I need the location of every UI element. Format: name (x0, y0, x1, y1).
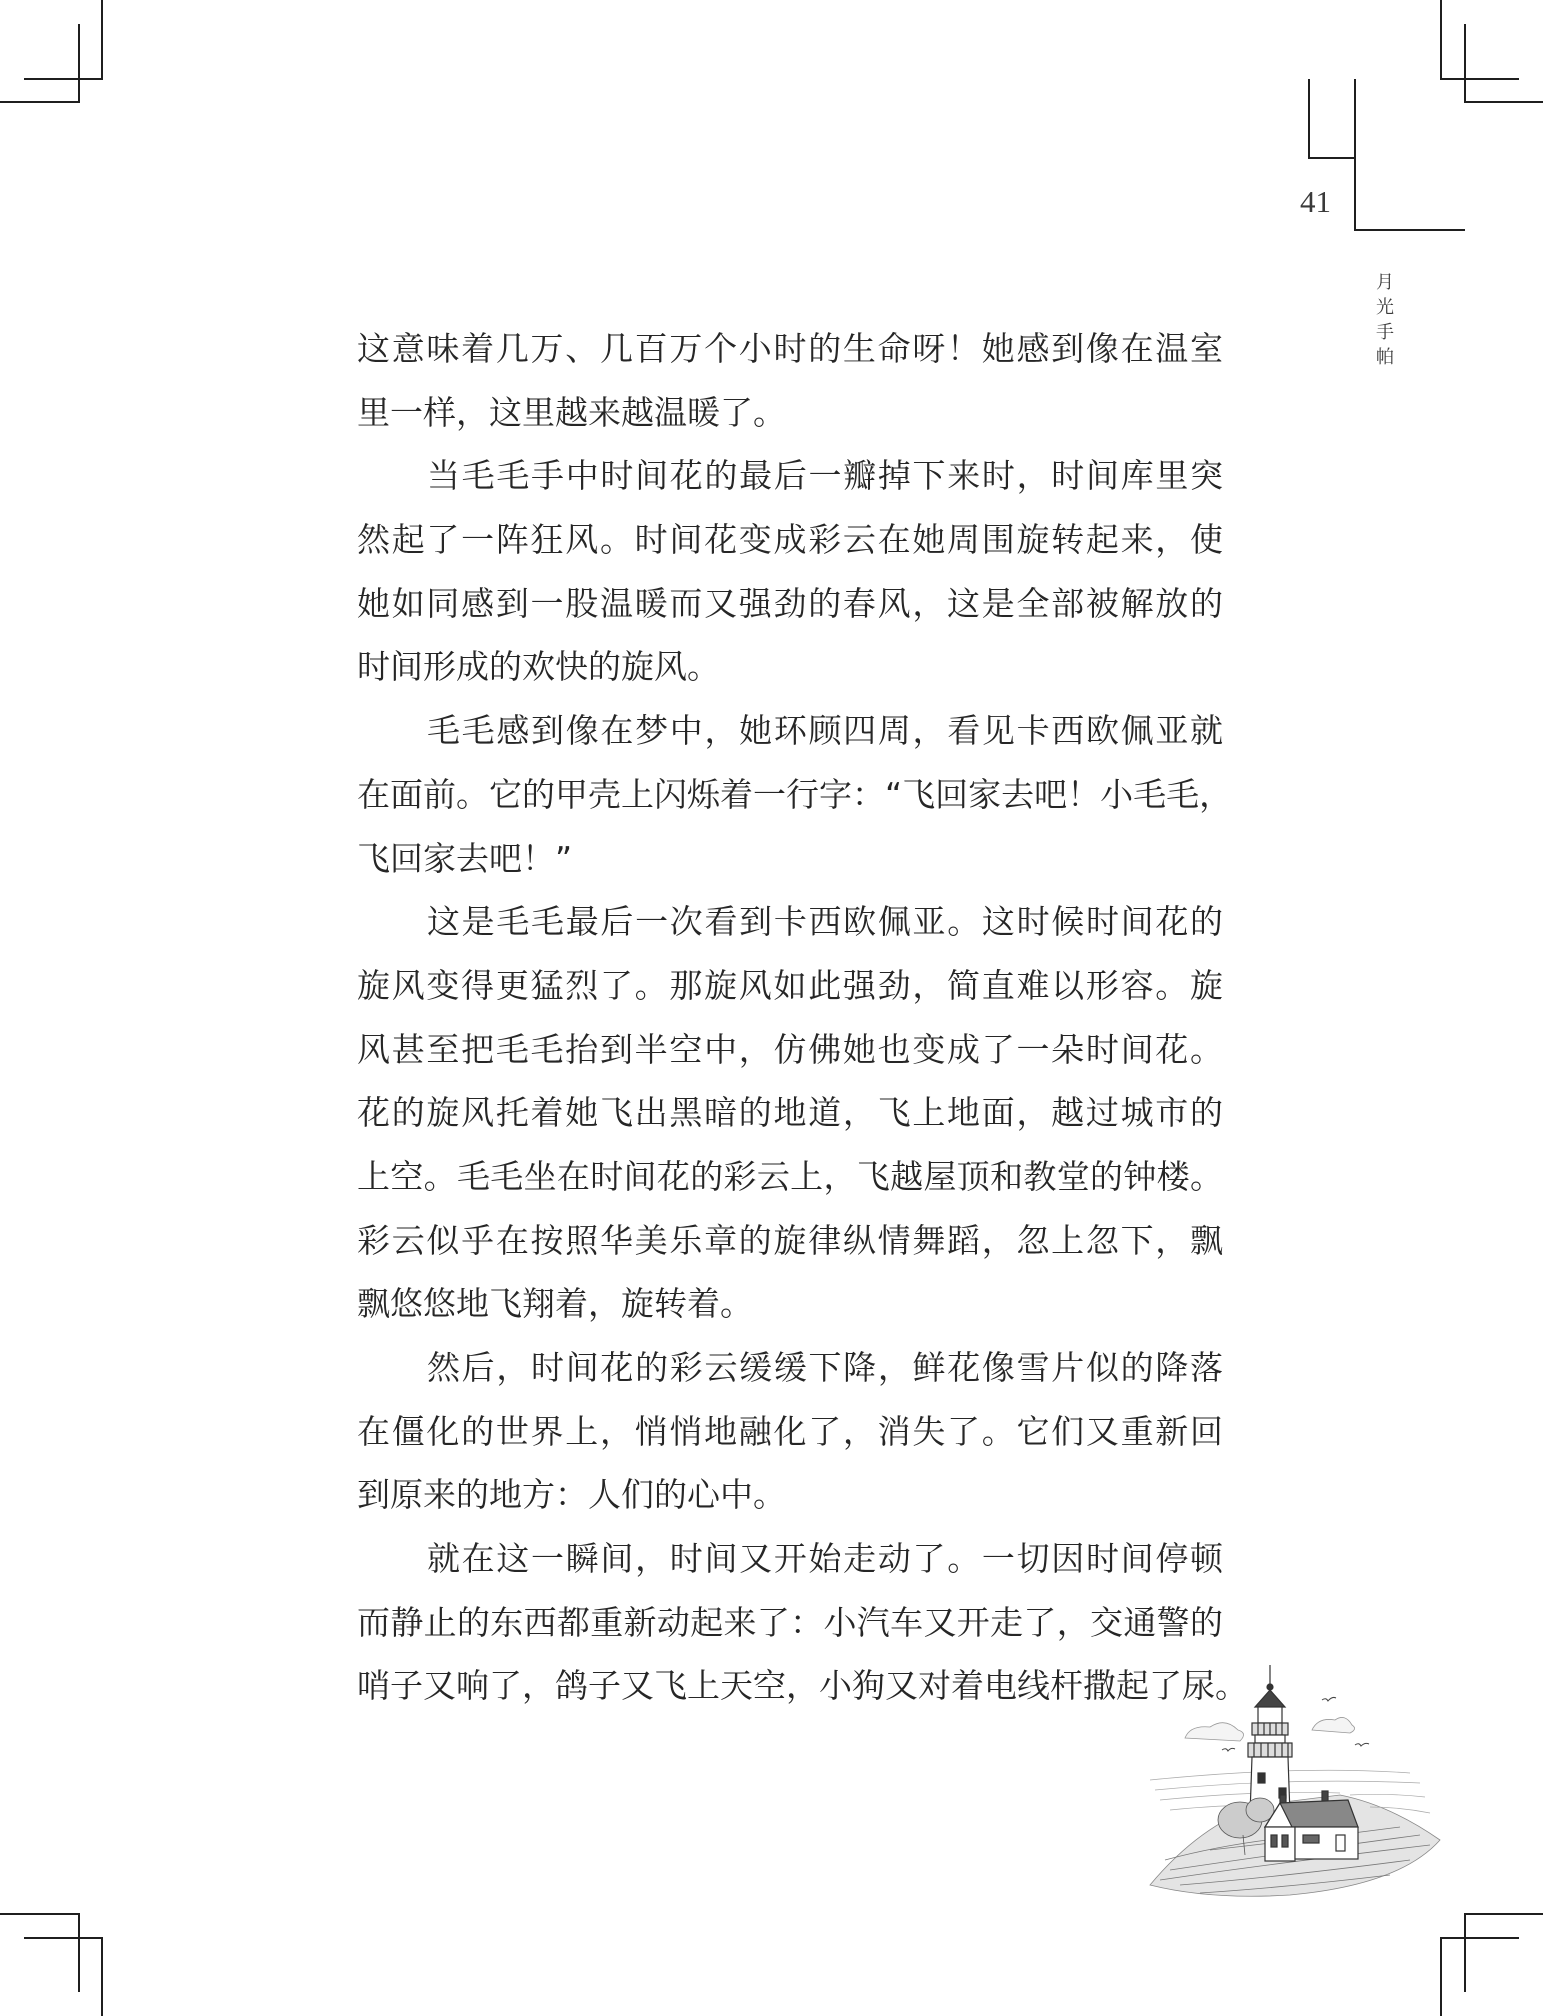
running-title-char: 月 (1376, 272, 1394, 293)
text-line: 风甚至把毛毛抬到半空中，仿佛她也变成了一朵时间花。 (357, 1029, 1223, 1069)
text-line: 这是毛毛最后一次看到卡西欧佩亚。这时候时间花的 (427, 902, 1223, 942)
crop-mark (78, 1913, 80, 1992)
running-title-char: 光 (1376, 297, 1394, 318)
crop-mark (0, 1913, 79, 1915)
text-line: 毛毛感到像在梦中，她环顾四周，看见卡西欧佩亚就 (427, 711, 1223, 751)
text-line: 她如同感到一股温暖而又强劲的春风，这是全部被解放的 (357, 583, 1223, 623)
text-line: 就在这一瞬间，时间又开始走动了。一切因时间停顿 (427, 1539, 1223, 1579)
page-number: 41 (1300, 184, 1331, 219)
text-line: 上空。毛毛坐在时间花的彩云上，飞越屋顶和教堂的钟楼。 (357, 1156, 1223, 1196)
text-line: 到原来的地方：人们的心中。 (357, 1475, 786, 1515)
text-line: 而静止的东西都重新动起来了：小汽车又开走了，交通警的 (357, 1602, 1223, 1642)
text-line: 飘悠悠地飞翔着，旋转着。 (357, 1284, 753, 1324)
crop-mark (1464, 101, 1543, 103)
running-title-char: 手 (1376, 322, 1394, 343)
page-number-bracket (1308, 79, 1310, 158)
text-line: 飞回家去吧！” (357, 838, 573, 878)
page-number-bracket (1354, 79, 1356, 230)
text-line: 然后，时间花的彩云缓缓下降，鲜花像雪片似的降落 (427, 1348, 1223, 1387)
text-line: 花的旋风托着她飞出黑暗的地道，飞上地面，越过城市的 (357, 1093, 1223, 1133)
lighthouse-icon (1248, 1665, 1292, 1815)
page-number-bracket (1354, 229, 1465, 231)
text-line: 在僵化的世界上，悄悄地融化了，消失了。它们又重新回 (357, 1411, 1223, 1451)
text-line: 然起了一阵狂风。时间花变成彩云在她周围旋转起来，使 (357, 520, 1223, 560)
crop-mark (78, 24, 80, 103)
text-line: 哨子又响了，鸽子又飞上天空，小狗又对着电线杆撒起了尿。 (357, 1666, 1248, 1706)
crop-mark (24, 78, 103, 80)
crop-mark (1464, 1913, 1466, 1992)
text-line: 里一样，这里越来越温暖了。 (357, 392, 786, 432)
lighthouse-illustration (1140, 1655, 1460, 1915)
crop-mark (101, 0, 103, 79)
page-number-bracket (1308, 157, 1355, 159)
crop-mark (1440, 1937, 1442, 2016)
running-title-char: 帕 (1376, 347, 1394, 368)
crop-mark (1440, 78, 1519, 80)
text-line: 这意味着几万、几百万个小时的生命呀！她感到像在温室 (357, 329, 1223, 368)
crop-mark (1464, 24, 1466, 103)
body-text (357, 327, 1248, 1728)
running-title (1374, 270, 1396, 370)
text-line: 彩云似乎在按照华美乐章的旋律纵情舞蹈，忽上忽下，飘 (357, 1220, 1223, 1260)
crop-mark (24, 1937, 103, 1939)
crop-mark (101, 1937, 103, 2016)
crop-mark (1464, 1913, 1543, 1915)
text-line: 旋风变得更猛烈了。那旋风如此强劲，简直难以形容。旋 (357, 965, 1223, 1005)
text-line: 在面前。它的甲壳上闪烁着一行字：“飞回家去吧！小毛毛， (357, 774, 1233, 814)
crop-mark (1440, 1937, 1519, 1939)
crop-mark (0, 101, 79, 103)
crop-mark (1440, 0, 1442, 79)
text-line: 当毛毛手中时间花的最后一瓣掉下来时，时间库里突 (427, 456, 1223, 496)
text-line: 时间形成的欢快的旋风。 (357, 647, 720, 687)
